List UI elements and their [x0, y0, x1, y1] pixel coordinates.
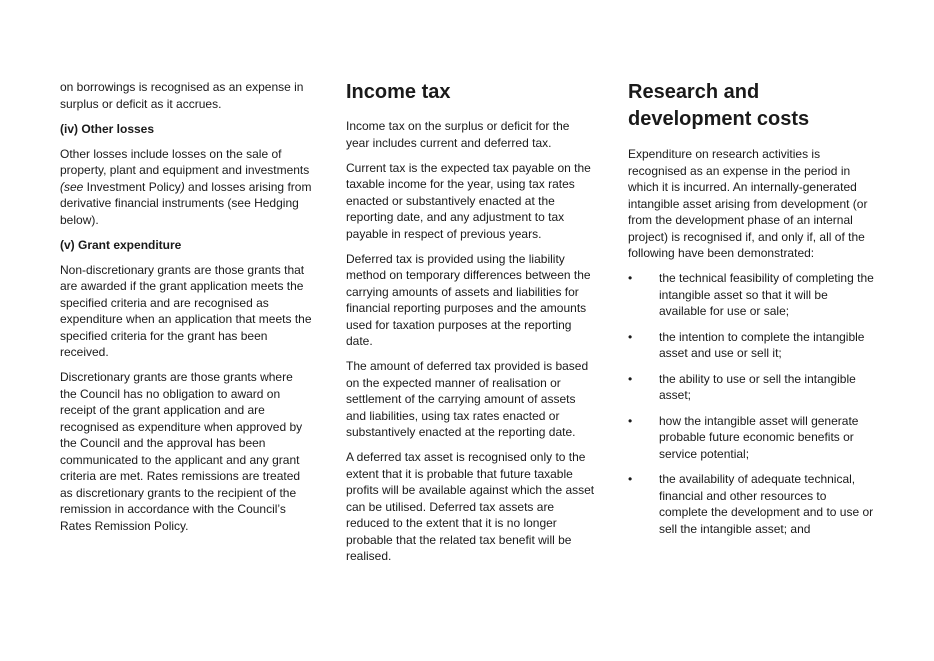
- list-item: [628, 329, 878, 362]
- paragraph-discretionary-grants: Discretionary grants are those grants where the Council has no obligation to award on receipt of the grant application and are recognised as expenditure when approved by the Council and the approval has been communicated to the applicant and any grant criteria are met. Rates remissions are treated as discretionary grants to the recipient of the remission in accordance with the Council’s Rates Remission Policy.: [60, 370, 303, 533]
- list-item: [628, 270, 878, 320]
- paragraph-income-tax-1: Income tax on the surplus or deficit for the year includes current and deferred tax.: [346, 119, 570, 150]
- other-losses-italic-see: (see: [60, 179, 84, 194]
- bullet-icon: •: [628, 371, 633, 386]
- paragraph-non-discretionary-grants: Non-discretionary grants are those grants that are awarded if the grant application meets the specified criteria and are recognised as expenditure when an application that meets the specified criteria for the grant has been received.: [60, 262, 312, 359]
- subheading-grant-expenditure: (v) Grant expenditure: [60, 237, 182, 252]
- list-item-text: the availability of adequate technical, financial and other resources to complete the development and to use or sell the intangible asset; and: [659, 472, 874, 536]
- paragraph-borrowings: on borrowings is recognised as an expense in surplus or deficit as it accrues.: [60, 80, 304, 111]
- bullet-icon: •: [628, 472, 633, 486]
- paragraph-income-tax-3: Deferred tax is provided using the liability method on temporary differences between the carrying amounts of assets and liabilities for financial reporting purposes and the amounts used for taxation purposes at the reporting date.: [346, 251, 591, 348]
- criteria-list: [628, 270, 878, 537]
- other-losses-text-2: Investment Policy: [83, 179, 181, 194]
- list-item: [628, 371, 878, 404]
- paragraph-research-intro: Expenditure on research activities is recognised as an expense in the period in which it is incurred. An internally-generated intangible asset arising from development (or from the development phase of an internal project) is recognised if, and only if, all of the following have been demonstrated:: [628, 147, 868, 260]
- subheading-other-losses: (iv) Other losses: [60, 121, 155, 136]
- list-item-text: the ability to use or sell the intangible asset;: [659, 371, 856, 402]
- other-losses-text-3: and losses arising from derivative financial instruments (see Hedging below).: [60, 179, 312, 227]
- left-column: [60, 79, 312, 543]
- paragraph-income-tax-5: A deferred tax asset is recognised only to the extent that it is probable that future taxable profits will be available against which the asset can be utilised. Deferred tax assets are reduced to the extent that it is no longer probable that the related tax benefit will be realised.: [346, 450, 595, 563]
- other-losses-text-1: Other losses include losses on the sale of property, plant and equipment and investments: [60, 146, 310, 177]
- right-column: [628, 79, 878, 546]
- heading-income-tax: Income tax: [346, 81, 451, 103]
- bullet-icon: •: [628, 271, 633, 285]
- paragraph-income-tax-4: The amount of deferred tax provided is based on the expected manner of realisation or settlement of the carrying amount of assets and liabilities, using tax rates enacted or substantively enacted at the reporting date.: [346, 359, 589, 439]
- paragraph-income-tax-2: Current tax is the expected tax payable on the taxable income for the year, using tax rates enacted or substantively enacted at the reporting date, and any adjustment to tax payable in respect of previous years.: [346, 160, 591, 241]
- paragraph-other-losses: [60, 146, 312, 229]
- bullet-icon: •: [628, 413, 633, 428]
- list-item-text: how the intangible asset will generate probable future economic benefits or service potential;: [659, 413, 859, 461]
- heading-research-development: Research and development costs: [628, 81, 810, 130]
- bullet-icon: •: [628, 329, 633, 344]
- list-item-text: the technical feasibility of completing the intangible asset so that it will be available for use or sale;: [659, 271, 874, 318]
- list-item: [628, 471, 878, 537]
- middle-column: [346, 79, 596, 573]
- list-item: [628, 413, 878, 463]
- list-item-text: the intention to complete the intangible asset and use or sell it;: [659, 329, 865, 360]
- other-losses-italic-close: ): [180, 179, 185, 194]
